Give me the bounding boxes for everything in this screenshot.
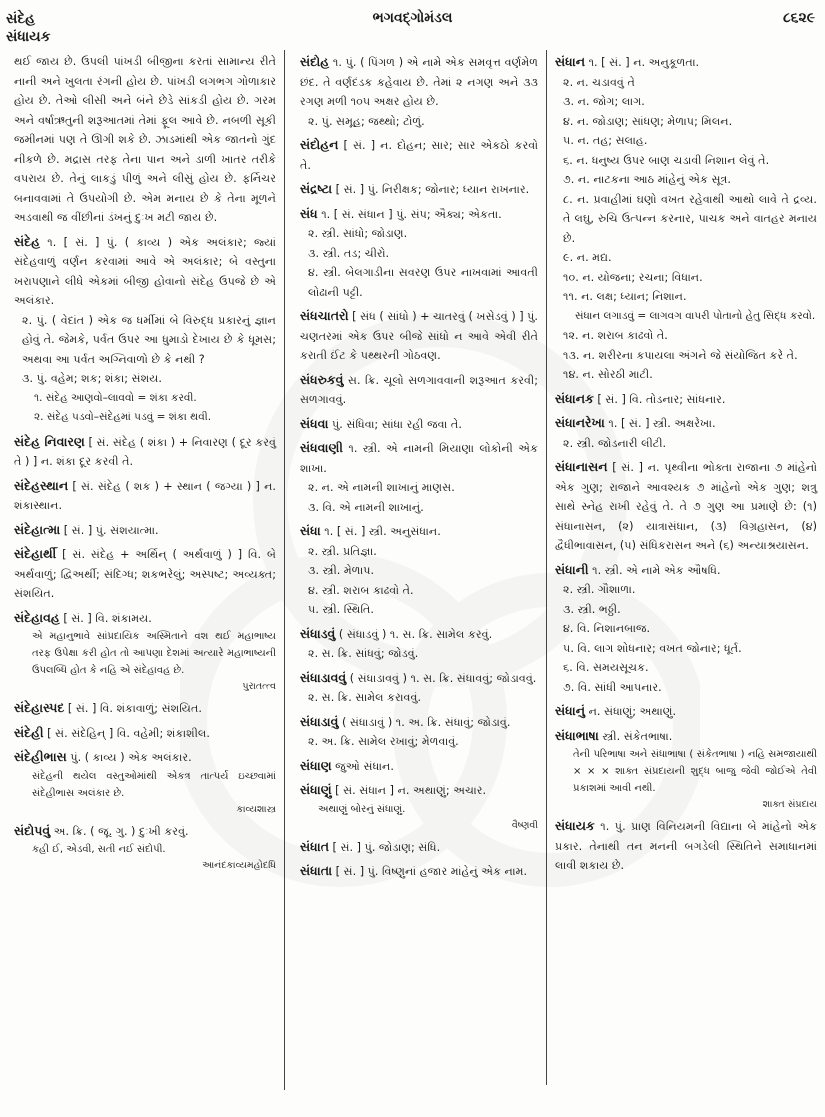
page-number: ૮૬૨૯	[782, 10, 815, 26]
entry-main	[300, 756, 538, 777]
column-3	[555, 52, 817, 880]
sense: ૩. ન. જોગ; લાગ.	[563, 95, 645, 108]
headword: સંધાડાવવું	[300, 669, 347, 685]
definition: ( સંધાડાવું ) ૧. અ. ક્રિ. સંધાવું; જોડાવું.	[341, 715, 511, 729]
dictionary-entry	[300, 135, 538, 175]
headword: સંદેહસ્થાન	[14, 477, 69, 493]
sense: ૨. પું. ( વેદાંત ) એક જ ધર્મીમાં બે વિરુદ્ધ પ્રકારનું જ્ઞાન હોવું તે. જેમકે, પર્વત ઉપર આ ધુમાડો દેખાય છે કે ધૂમસ; અથવા આ પર્વત અગ્નિવાળો છે કે નથી ?	[22, 313, 276, 366]
entry-main	[300, 179, 538, 200]
entry-main	[300, 780, 538, 801]
dictionary-entry	[555, 413, 817, 453]
definition: [ સં. ] પું. વિષ્ણુનાં હજાર માંહેનું એક નામ.	[335, 865, 528, 878]
entry-main	[14, 476, 276, 516]
citation-quote: કહી ઈ, એડવી, સતી નઈ સંદોપી.	[32, 844, 166, 855]
entry-main	[300, 712, 538, 733]
dictionary-entry	[14, 232, 276, 428]
sense: ૩. સ્ત્રી. મેળાપ.	[308, 564, 375, 577]
guide-word-first: સંદેહ	[6, 11, 36, 27]
dictionary-entry	[14, 476, 276, 516]
headword: સંદોપવું	[14, 822, 51, 838]
definition: ૧. સ્ત્રી. એ નામની મિયાણા લોકોની એક શાખા.	[300, 442, 538, 475]
sense: ૩. પું. વહેમ; શક; શંકા; સંશય.	[22, 372, 162, 385]
entry-main	[300, 861, 538, 882]
dictionary-entry	[300, 370, 538, 410]
dictionary-entry	[14, 821, 276, 874]
definition: ૧. [ સં. ] ન. અનુકૂળતા.	[588, 56, 700, 69]
dictionary-entry	[555, 389, 817, 410]
definition: જુઓ સંધાન.	[335, 759, 394, 773]
entry-main	[14, 232, 276, 311]
definition: [ સં. ] ન. દોહન; સાર; સાર એકઠો કરવો તે.	[300, 139, 538, 172]
headword: સંધાડવું	[300, 625, 336, 641]
entry-main	[300, 414, 538, 435]
sense: ૫. ન. તહ; સલાહ.	[563, 134, 648, 147]
headword: સંદોહ	[300, 54, 330, 69]
book-title: ભગવદ્ગોમંડલ	[372, 10, 453, 26]
sense: ૨. સ. ક્રિ. સામેલ કરાવવું.	[308, 691, 422, 704]
entry-main	[14, 432, 276, 472]
entry-main	[555, 560, 817, 581]
sense: ૧૧. ન. લક્ષ; ધ્યાન; નિશાન.	[563, 290, 687, 303]
headword: સંદેહાવહ	[14, 609, 60, 625]
citation-quote: તેની પરિભાષા અને સંધાભાષા ( સંકેતભાષા ) નહિ સમજાયાથી × × × શાક્ત સંપ્રદાયની શુદ્ધ બાજુ જેવી જોઈએ તેવી પ્રકાશમાં આવી નથી.	[573, 749, 817, 794]
headword: સંદેહ નિવારણ	[14, 433, 85, 449]
definition: સ. ક્રિ. ચૂલો સળગાવવાની શરૂઆત કરવી; સળગાવવું.	[300, 373, 538, 406]
definition: [ સં. ] ન. પૃથ્વીના ભોક્તા રાજાના ૭ માંહેનો એક ગુણ; રાજાને આવશ્યક ૭ માંહેનો એક ગુણ; શત્રુ સાથે સ્નેહ રાખી રહેવું તે. તે ૭ ગુણ આ પ્રમાણે છે: (૧) સંધાનાસન, (૨) યાત્રાસંધાન, (૩) વિગ્રહાસન, (૪) દ્વૈધીભાવાસન, (૫) સંધિકરાસન અને (૬) અન્યાશ્રયાસન.	[555, 461, 817, 552]
dictionary-entry	[300, 780, 538, 833]
dictionary-entry	[14, 608, 276, 695]
entry-main	[300, 306, 538, 366]
entry-main	[555, 389, 817, 410]
dictionary-entry	[300, 712, 538, 752]
definition: [ સં. સંધાન ] ન. અથાણું; અચાર.	[335, 784, 487, 797]
column-divider	[284, 50, 285, 1090]
sense: ૭. ન. નાટકના આઠ માંહેનું એક સૂત્ર.	[563, 173, 731, 186]
entry-main	[555, 413, 817, 434]
dictionary-entry	[300, 306, 538, 366]
entry-main	[555, 52, 817, 73]
entry-main	[300, 624, 538, 645]
sense: ૬. વિ. સમયસૂચક.	[563, 661, 649, 674]
headword: સંધાયક	[555, 818, 595, 833]
dictionary-entry	[300, 837, 538, 858]
definition: ૧. [ સં. સંધાન ] પું. સંપ; ઐક્ય; એકતા.	[321, 207, 502, 221]
dictionary-entry	[300, 179, 538, 200]
headword: સંદેહાસ્પદ	[14, 700, 65, 715]
headword: સંધચાતરો	[300, 308, 349, 323]
definition: [ સંધ ( સાંધો ) + ચાતરવું ( ખસેડવું ) ] પું. ચણતરમાં એક ઉપર બીજે સાંધો ન આવે એવી રીતે કરાતી ઈંટ કે પથ્થરની ગોઠવણ.	[300, 310, 538, 362]
headword: સંધાડાવું	[300, 713, 339, 729]
entry-main	[555, 726, 817, 747]
definition: ૧. [ સં. ] પું. ( કાવ્ય ) એક અલંકાર; જ્યાં સંદેહવાળું વર્ણન કરવામાં આવે એ અલંકાર; બે વસ્તુના ખરાપણાને લીધે એકમાં બીજી હોવાનો સંદેહ ઉપજે છે એ અલંકાર.	[14, 235, 277, 307]
definition: ન. સંધાણું; અથાણું.	[588, 705, 677, 718]
headword: સંધાણું	[300, 782, 332, 797]
headword: સંદેહી	[14, 724, 44, 740]
sense: ૯. ન. મદ્ય.	[563, 251, 612, 264]
dictionary-entry	[300, 52, 538, 131]
dictionary-entry	[14, 520, 276, 541]
headword: સંધાતા	[300, 863, 333, 878]
headword: સંદેહાત્મા	[14, 521, 61, 537]
dictionary-entry	[555, 701, 817, 722]
citation-source: આનંદકાવ્યમહોદધિ	[202, 860, 276, 871]
dictionary-entry	[14, 698, 276, 719]
sense: ૧૪. ન. સોરઠી માટી.	[563, 368, 653, 381]
dictionary-entry	[14, 747, 276, 817]
sense: ૨. ન. ચડાવવું તે	[563, 75, 635, 89]
dictionary-entry	[300, 756, 538, 777]
guide-word-last: સંધાયક	[6, 29, 51, 45]
sense: ૧૩. ન. શરીરના કપાયલા અંગને જે સંયોજિત કરે તે.	[563, 348, 798, 362]
dictionary-entry	[555, 726, 817, 813]
headword: સંધરુકવું	[300, 371, 344, 387]
headword: સંધાનાસન	[555, 459, 608, 474]
dictionary-entry	[555, 816, 817, 876]
citation-source: પુરાતત્ત્વ	[242, 681, 276, 692]
column-divider	[546, 50, 547, 1085]
entry-main	[300, 370, 538, 410]
headword: સંધાનક	[555, 390, 594, 406]
entry-main	[300, 135, 538, 175]
definition: [ સં. સંદેહ ( શક ) + સ્થાન ( જગ્યા ) ] ન. શંકાસ્થાન.	[14, 479, 276, 512]
sense: ૨. સ્ત્રી. ગૌશાળા.	[563, 583, 636, 596]
entry-main	[300, 438, 538, 478]
sense: ૫. સ્ત્રી. સ્થિતિ.	[308, 603, 374, 616]
definition: ૧. [ સં. ] સ્ત્રી. અક્ષરેખા.	[608, 417, 716, 430]
column-1	[14, 52, 276, 877]
headword: સંધાભાષા	[555, 727, 599, 743]
definition: ( સંધાડવું ) ૧. સ. ક્રિ. સામેલ કરવું.	[338, 627, 493, 641]
entry-main	[300, 521, 538, 542]
dictionary-entry	[555, 52, 817, 385]
dictionary-entry	[14, 432, 276, 472]
headword: સંધવાણી	[300, 440, 343, 455]
entry-main	[555, 457, 817, 556]
entry-main	[14, 821, 276, 842]
dictionary-entry	[300, 438, 538, 517]
citation-quote: સંદેહની થયેલ વસ્તુઓમાંથી એકત્ર તાત્પર્ય ઇચ્છવામાં સંદેહીભાસ અલંકાર છે.	[32, 770, 276, 799]
sense: ૫. વિ. લાગ શોધનાર; વખત જોનાર; ધૂર્ત.	[563, 641, 742, 655]
definition: ૧. [ સં. ] સ્ત્રી. અનુસંધાન.	[324, 525, 441, 538]
continued-text: થઈ જાય છે. ઉપલી પાંખડી બીજીના કરતાં સામાન્ય રીતે નાની અને ખુલતા રંગની હોય છે. પાંખડી લગભગ ગોળાકાર હોય છે. તેઓ લીસી અને બંને છેડે સાંકડી હોય છે. ગરમ અને વર્ષાઋતુની શરૂઆતમાં તેમાં ફૂલ આવે છે. નબળી સૂકી જમીનમાં પણ તે ઊગી શકે છે. ઝાડમાંથી એક જાતનો ગુંદ નીકળે છે. મદ્રાસ તરફ તેના પાન અને ડાળી ખાતર તરીકે વપરાય છે. તેનું લાકડું પીળું અને લીસું હોય છે. ફર્નિચર બનાવવામાં તે ઉપયોગી છે. એમ મનાય છે કે તેના મૂળને અડવાથી જ વીંછીનાં ડંખનું દુઃખ મટી જાય છે.	[14, 55, 276, 224]
sense: ૨. અ. ક્રિ. સામેલ રખાવું; મેળવાવું.	[308, 735, 459, 748]
headword: સંદેહાર્થી	[14, 546, 57, 561]
citation-quote: એ મહાનુભાવે સાંપ્રદાયિક અસ્મિતાને વશ થઈ મહાભાષ્ય તરફ ઉપેક્ષા કરી હોત તો આપણા દેશમાં અત્યારે મહાભાષ્યની ઉપલબ્ધિ હોત કે નહિ એ સંદેહાવહ છે.	[32, 631, 276, 676]
sense: ૪. સ્ત્રી. બેલગાડીના સવરણ ઉપર નાખવામાં આવતી લોઢાની પટ્ટી.	[308, 266, 538, 299]
sense: ૬. ન. ધનુષ્ય ઉપર બાણ ચડાવી નિશાન લેવું તે.	[563, 153, 770, 167]
idiom: ૧. સંદેહ આણવો–લાવવો = શંકા કરવી.	[34, 391, 197, 404]
sense: ૨. સ્ત્રી. જોડનારી લીટી.	[563, 436, 667, 450]
headword: સંધાણ	[300, 757, 332, 773]
headword: સંદેહીભાસ	[14, 749, 67, 764]
definition: [ સં. ] વિ. શંકાવાળું; સંશયિત.	[67, 702, 202, 715]
sense: ૨. સ્ત્રી. સાંધો; જોડાણ.	[308, 227, 408, 240]
definition: [ સં. ] પું. સંશયાત્મા.	[63, 523, 159, 537]
entry-main	[14, 520, 276, 541]
headword: સંદ્રષ્ટા	[300, 181, 333, 196]
dictionary-entry	[300, 414, 538, 435]
definition: [ સં. ] વિ. તોડનાર; સાંધનાર.	[597, 392, 726, 406]
dictionary-entry	[300, 204, 538, 303]
entry-main	[14, 723, 276, 744]
entry-main	[14, 747, 276, 768]
definition: પું. ( કાવ્ય ) એક અલંકાર.	[70, 751, 192, 764]
headword: સંધાની	[555, 561, 589, 577]
running-header	[0, 6, 825, 50]
headword: સંધવા	[300, 415, 329, 431]
definition: [ સં. સંદેહિન્ ] વિ. વહેમી; શંકાશીલ.	[47, 726, 210, 740]
citation-source: કાવ્યશાસ્ત્ર	[236, 803, 276, 815]
dictionary-entry	[14, 544, 276, 604]
sense: ૪. વિ. નિશાનબાજ.	[563, 622, 651, 635]
entry-main	[300, 668, 538, 689]
dictionary-entry	[555, 457, 817, 556]
headword: સંધા	[300, 523, 321, 538]
headword: સંધાત	[300, 838, 329, 854]
definition: ( સંધાડાવવું ) ૧. સ. ક્રિ. સંધાવવું; જોડાવવું.	[349, 671, 537, 685]
definition: પું. સંધિવા; સાંધા રહી જવા તે.	[332, 417, 462, 431]
entry-main	[555, 816, 817, 876]
dictionary-entry	[300, 861, 538, 882]
definition: [ સં. ] પું. જોડાણ; સંધિ.	[332, 840, 441, 854]
sense: ૮. ન. પ્રવાહીમાં ઘણો વખત રહેવાથી આથો લાવે તે દ્રવ્ય. તે લઘુ, રુચિ ઉત્પન્ન કરનાર, પાચક અને વાતહર મનાય છે.	[563, 192, 817, 245]
column-2	[300, 52, 538, 886]
dictionary-entry	[14, 723, 276, 744]
definition: ૧. સ્ત્રી. એ નામે એક ઔષધિ.	[592, 563, 721, 577]
definition: [ સં. ] પું. નિરીક્ષક; જોનાર; ધ્યાન રાખનાર.	[335, 183, 530, 196]
sense: ૭. વિ. સાંધી આપનાર.	[563, 680, 662, 694]
sense: ૧૦. ન. યોજના; રચના; વિધાન.	[563, 270, 703, 284]
citation-quote: અથાણું બોરનું સંધાણું.	[318, 803, 406, 815]
definition: ૧. પું. ( પિંગળ ) એ નામે એક સમવૃત્ત વર્ણમેળ છંદ. તે વર્ણદંડક કહેવાય છે. તેમાં ૨ નગણ અને ૩૩ રગણ મળી ૧૦૫ અક્ષર હોય છે.	[300, 56, 538, 108]
idiom: ૨. સંદેહ પડવો–સંદેહમાં પડવું = શંકા થવી.	[34, 411, 212, 423]
sense: ૩. સ્ત્રી. ભઠ્ઠી.	[563, 602, 621, 616]
headword: સંધાનરેખા	[555, 415, 605, 430]
sense: ૨. સ્ત્રી. પ્રતિજ્ઞા.	[308, 544, 377, 558]
headword: સંદેહ	[14, 233, 41, 249]
dictionary-entry	[300, 668, 538, 708]
entry-main	[300, 52, 538, 112]
entry-main	[300, 837, 538, 858]
sense: ૩. વિ. એ નામની શાખાનું.	[308, 500, 424, 514]
sense: ૨. સ. ક્રિ. સાંધવું; જોડવું.	[308, 647, 419, 660]
definition: [ સં. સંદેહ + અર્થિન્ ( અર્થવાળું ) ] વિ. બે અર્થવાળું; દ્વિઅર્થી; સંદિગ્ધ; શકભરેલું; અસ્પષ્ટ; અવ્યક્ત; સંશયિત.	[14, 548, 276, 600]
citation-source: વૈષ્ણવી	[511, 819, 538, 831]
definition: અ. ક્રિ. ( જૂ. ગુ. ) દુઃખી કરવું.	[53, 824, 189, 838]
sense: ૪. ન. જોડાણ; સાંધણ; મેળાપ; મિલન.	[563, 114, 733, 128]
entry-main	[555, 701, 817, 722]
definition: [ સં. સંદેહ ( શંકા ) + નિવારણ ( દૂર કરવું તે ) ] ન. શંકા દૂર કરવી તે.	[14, 435, 276, 468]
sense: ૪. સ્ત્રી. શરાબ કાઢવો તે.	[308, 583, 414, 597]
sense: ૩. સ્ત્રી. તડ; ચીરો.	[308, 246, 390, 260]
idiom: સંધાન લગાડવું = લાગવગ વાપરી પોતાનો હેતુ સિદ્ધ કરવો.	[575, 309, 816, 322]
entry-main	[14, 544, 276, 604]
dictionary-entry	[300, 521, 538, 620]
headword: સંદોહન	[300, 137, 339, 152]
sense: ૨. ન. એ નામની શાખાનું માણસ.	[308, 481, 455, 494]
sense: ૧૨. ન. શરાબ કાઢવો તે.	[563, 329, 668, 342]
definition: [ સં. ] વિ. શંકામય.	[63, 611, 152, 625]
entry-main	[14, 698, 276, 719]
headword: સંધાન	[555, 54, 586, 69]
dictionary-entry	[555, 560, 817, 698]
headword: સંધાનું	[555, 703, 586, 718]
sense: ૨. પું. સમૂહ; જથ્થો; ટોળું.	[308, 114, 425, 128]
definition: સ્ત્રી. સંકેતભાષા.	[602, 729, 673, 743]
citation-source: શાક્ત સંપ્રદાય	[762, 799, 817, 810]
entry-main	[300, 204, 538, 225]
entry-main	[14, 608, 276, 629]
definition: ૧. પું. પ્રાણ વિનિયમની વિદ્યાના બે માંહેનો એક પ્રકાર. તેનાથી તન મનની બગડેલી સ્થિતિને સમાધાનમાં લાવી શકાય છે.	[555, 820, 817, 872]
headword: સંધ	[300, 205, 318, 221]
dictionary-entry	[300, 624, 538, 664]
